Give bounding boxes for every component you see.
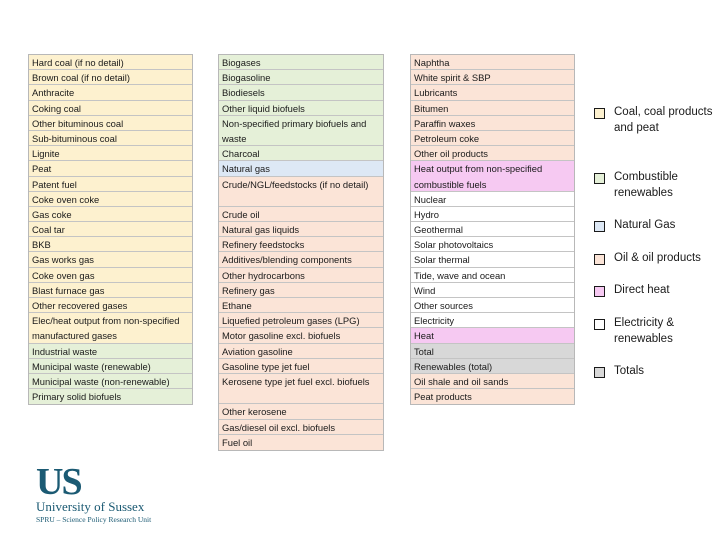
fuel-row: Crude/NGL/feedstocks (if no detail) — [219, 177, 383, 207]
fuel-row: Natural gas — [219, 161, 383, 176]
fuel-row: Primary solid biofuels — [29, 389, 192, 404]
fuel-row: Crude oil — [219, 207, 383, 222]
legend-swatch — [594, 173, 605, 184]
fuel-row: White spirit & SBP — [411, 70, 574, 85]
fuel-row: Aviation gasoline — [219, 344, 383, 359]
fuel-row: Coking coal — [29, 101, 192, 116]
fuel-row: Other hydrocarbons — [219, 268, 383, 283]
fuel-row: Municipal waste (renewable) — [29, 359, 192, 374]
legend-swatch — [594, 286, 605, 297]
fuel-row: Heat — [411, 328, 574, 343]
fuel-row: Gas coke — [29, 207, 192, 222]
fuel-row: Brown coal (if no detail) — [29, 70, 192, 85]
university-name: University of Sussex — [36, 499, 145, 514]
fuel-row: Hydro — [411, 207, 574, 222]
university-logo — [36, 463, 82, 497]
fuel-column-2 — [218, 54, 384, 451]
fuel-row: Coal tar — [29, 222, 192, 237]
fuel-row: Natural gas liquids — [219, 222, 383, 237]
fuel-row: Patent fuel — [29, 177, 192, 192]
fuel-row: Lubricants — [411, 85, 574, 100]
fuel-row: Kerosene type jet fuel excl. biofuels — [219, 374, 383, 404]
fuel-row: Blast furnace gas — [29, 283, 192, 298]
fuel-row: Biogases — [219, 55, 383, 70]
fuel-row: Industrial waste — [29, 344, 192, 359]
fuel-row: Liquefied petroleum gases (LPG) — [219, 313, 383, 328]
fuel-row: Lignite — [29, 146, 192, 161]
fuel-row: Heat output from non-specified combustible fuels — [411, 161, 574, 191]
fuel-row: Ethane — [219, 298, 383, 313]
fuel-row: Peat — [29, 161, 192, 176]
fuel-row: Coke oven gas — [29, 268, 192, 283]
research-unit-name: SPRU – Science Policy Research Unit — [36, 515, 152, 524]
fuel-row: Naphtha — [411, 55, 574, 70]
fuel-row: Other sources — [411, 298, 574, 313]
legend-swatch — [594, 221, 605, 232]
fuel-row: Charcoal — [219, 146, 383, 161]
fuel-row: Other recovered gases — [29, 298, 192, 313]
legend-swatch — [594, 254, 605, 265]
fuel-row: Refinery gas — [219, 283, 383, 298]
fuel-row: Other kerosene — [219, 404, 383, 419]
fuel-row: Motor gasoline excl. biofuels — [219, 328, 383, 343]
fuel-row: Petroleum coke — [411, 131, 574, 146]
legend-swatch — [594, 367, 605, 378]
fuel-row: Solar thermal — [411, 252, 574, 267]
fuel-row: Solar photovoltaics — [411, 237, 574, 252]
fuel-row: Refinery feedstocks — [219, 237, 383, 252]
fuel-row: Other oil products — [411, 146, 574, 161]
fuel-row: Sub-bituminous coal — [29, 131, 192, 146]
fuel-row: Municipal waste (non-renewable) — [29, 374, 192, 389]
svg-text:US: US — [36, 463, 81, 497]
fuel-row: Wind — [411, 283, 574, 298]
legend-swatch — [594, 319, 605, 330]
fuel-row: BKB — [29, 237, 192, 252]
fuel-row: Gasoline type jet fuel — [219, 359, 383, 374]
legend-label: Natural Gas — [614, 219, 676, 231]
fuel-row: Anthracite — [29, 85, 192, 100]
fuel-row: Renewables (total) — [411, 359, 574, 374]
legend-swatch — [594, 108, 605, 119]
fuel-row: Paraffin waxes — [411, 116, 574, 131]
fuel-row: Coke oven coke — [29, 192, 192, 207]
fuel-row: Bitumen — [411, 101, 574, 116]
fuel-row: Hard coal (if no detail) — [29, 55, 192, 70]
legend-label: Electricity & renewables — [614, 317, 675, 345]
fuel-row: Other liquid biofuels — [219, 101, 383, 116]
fuel-row: Gas/diesel oil excl. biofuels — [219, 420, 383, 435]
fuel-row: Geothermal — [411, 222, 574, 237]
fuel-row: Non-specified primary biofuels and waste — [219, 116, 383, 146]
fuel-row: Gas works gas — [29, 252, 192, 267]
fuel-row: Nuclear — [411, 192, 574, 207]
fuel-row: Oil shale and oil sands — [411, 374, 574, 389]
fuel-row: Electricity — [411, 313, 574, 328]
legend-label: Totals — [614, 365, 645, 377]
fuel-row: Other bituminous coal — [29, 116, 192, 131]
fuel-row: Total — [411, 344, 574, 359]
fuel-row: Additives/blending components — [219, 252, 383, 267]
fuel-row: Fuel oil — [219, 435, 383, 450]
fuel-row: Biogasoline — [219, 70, 383, 85]
legend-label: Oil & oil products — [614, 252, 701, 264]
fuel-column-1 — [28, 54, 193, 405]
legend-label: Combustible renewables — [614, 171, 678, 199]
fuel-row: Tide, wave and ocean — [411, 268, 574, 283]
legend-label: Coal, coal products and peat — [614, 106, 713, 134]
fuel-column-3 — [410, 54, 575, 405]
fuel-row: Biodiesels — [219, 85, 383, 100]
fuel-row: Peat products — [411, 389, 574, 404]
fuel-row: Elec/heat output from non-specified manufactured gases — [29, 313, 192, 343]
legend-label: Direct heat — [614, 284, 670, 296]
